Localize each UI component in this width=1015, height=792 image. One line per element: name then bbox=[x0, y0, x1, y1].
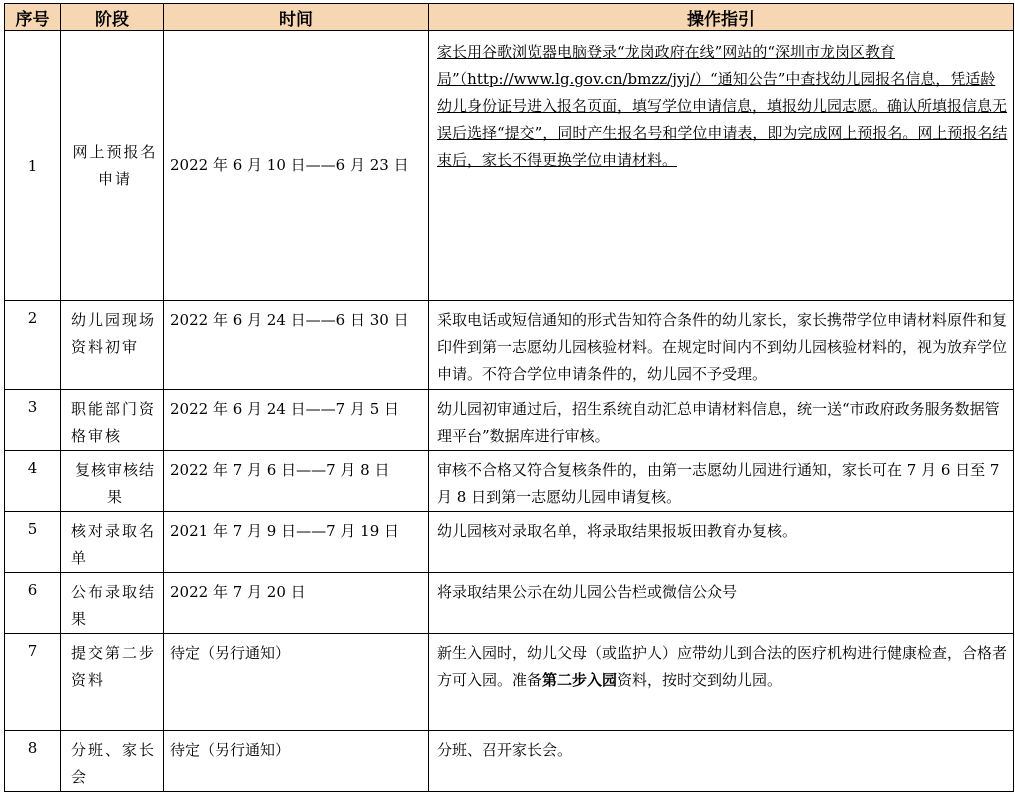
enrollment-schedule-table bbox=[4, 3, 1014, 792]
row-stage: 核对录取名单 bbox=[61, 512, 164, 573]
row-no: 2 bbox=[5, 301, 61, 390]
header-guide: 操作指引 bbox=[429, 4, 1014, 31]
row-time: 待定（另行通知） bbox=[164, 731, 429, 792]
row-stage: 职能部门资格审核 bbox=[61, 390, 164, 451]
header-stage: 阶段 bbox=[61, 4, 164, 31]
row-time: 待定（另行通知） bbox=[164, 634, 429, 731]
row-stage: 分班、家长会 bbox=[61, 731, 164, 792]
row-no: 8 bbox=[5, 731, 61, 792]
table-row bbox=[5, 451, 1014, 512]
row-guide: 采取电话或短信通知的形式告知符合条件的幼儿家长，家长携带学位申请材料原件和复印件到第一志愿幼儿园核验材料。在规定时间内不到幼儿园核验材料的，视为放弃学位申请。不符合学位申请条件的，幼儿园不予受理。 bbox=[429, 301, 1014, 390]
row-guide: 分班、召开家长会。 bbox=[429, 731, 1014, 792]
table-row bbox=[5, 634, 1014, 731]
row-time: 2022 年 7 月 6 日——7 月 8 日 bbox=[164, 451, 429, 512]
row-time: 2022 年 6 月 24 日——7 月 5 日 bbox=[164, 390, 429, 451]
table-row bbox=[5, 31, 1014, 301]
row-stage: 公布录取结果 bbox=[61, 573, 164, 634]
header-no: 序号 bbox=[5, 4, 61, 31]
row-stage: 提交第二步资料 bbox=[61, 634, 164, 731]
table-row bbox=[5, 731, 1014, 792]
row-no: 7 bbox=[5, 634, 61, 731]
row-time: 2022 年 6 月 24 日——6 日 30 日 bbox=[164, 301, 429, 390]
table-row bbox=[5, 512, 1014, 573]
row-no: 4 bbox=[5, 451, 61, 512]
table-header-row bbox=[5, 4, 1014, 31]
row-stage: 网上预报名申请 bbox=[61, 31, 164, 301]
row-stage: 幼儿园现场资料初审 bbox=[61, 301, 164, 390]
row-time: 2022 年 7 月 20 日 bbox=[164, 573, 429, 634]
row-no: 6 bbox=[5, 573, 61, 634]
row-no: 1 bbox=[5, 31, 61, 301]
header-time: 时间 bbox=[164, 4, 429, 31]
row-no: 3 bbox=[5, 390, 61, 451]
table-row bbox=[5, 573, 1014, 634]
row-stage: 复核审核结果 bbox=[61, 451, 164, 512]
table-row bbox=[5, 390, 1014, 451]
guide-text-before: 新生入园时，幼儿父母（或监护人）应带幼儿到合法的医疗机构进行健康检查，合格者方可入园。准备 bbox=[437, 644, 1008, 689]
row-time: 2022 年 6 月 10 日——6 月 23 日 bbox=[164, 31, 429, 301]
table-row bbox=[5, 301, 1014, 390]
guide-text-after: 资料，按时交到幼儿园。 bbox=[617, 671, 783, 689]
row-guide: 将录取结果公示在幼儿园公告栏或微信公众号 bbox=[429, 573, 1014, 634]
guide-text-bold: 第二步入园 bbox=[542, 671, 618, 689]
row-guide: 审核不合格又符合复核条件的，由第一志愿幼儿园进行通知，家长可在 7 月 6 日至 7 月 8 日到第一志愿幼儿园申请复核。 bbox=[429, 451, 1014, 512]
row-guide: 幼儿园核对录取名单，将录取结果报坂田教育办复核。 bbox=[429, 512, 1014, 573]
row-time: 2021 年 7 月 9 日——7 月 19 日 bbox=[164, 512, 429, 573]
row-no: 5 bbox=[5, 512, 61, 573]
row-guide: 幼儿园初审通过后，招生系统自动汇总申请材料信息，统一送“市政府政务服务数据管理平台”数据库进行审核。 bbox=[429, 390, 1014, 451]
row-guide bbox=[429, 634, 1014, 731]
row-guide: 家长用谷歌浏览器电脑登录“龙岗政府在线”网站的“深圳市龙岗区教育局”（http://www.lg.gov.cn/bmzz/jyj/）“通知公告”中查找幼儿园报名信息，凭适龄幼儿身份证号进入报名页面，填写学位申请信息，填报幼儿园志愿。确认所填报信息无误后选择“提交”，同时产生报名号和学位申请表，即为完成网上预报名。网上预报名结束后，家长不得更换学位申请材料。 bbox=[429, 31, 1014, 301]
